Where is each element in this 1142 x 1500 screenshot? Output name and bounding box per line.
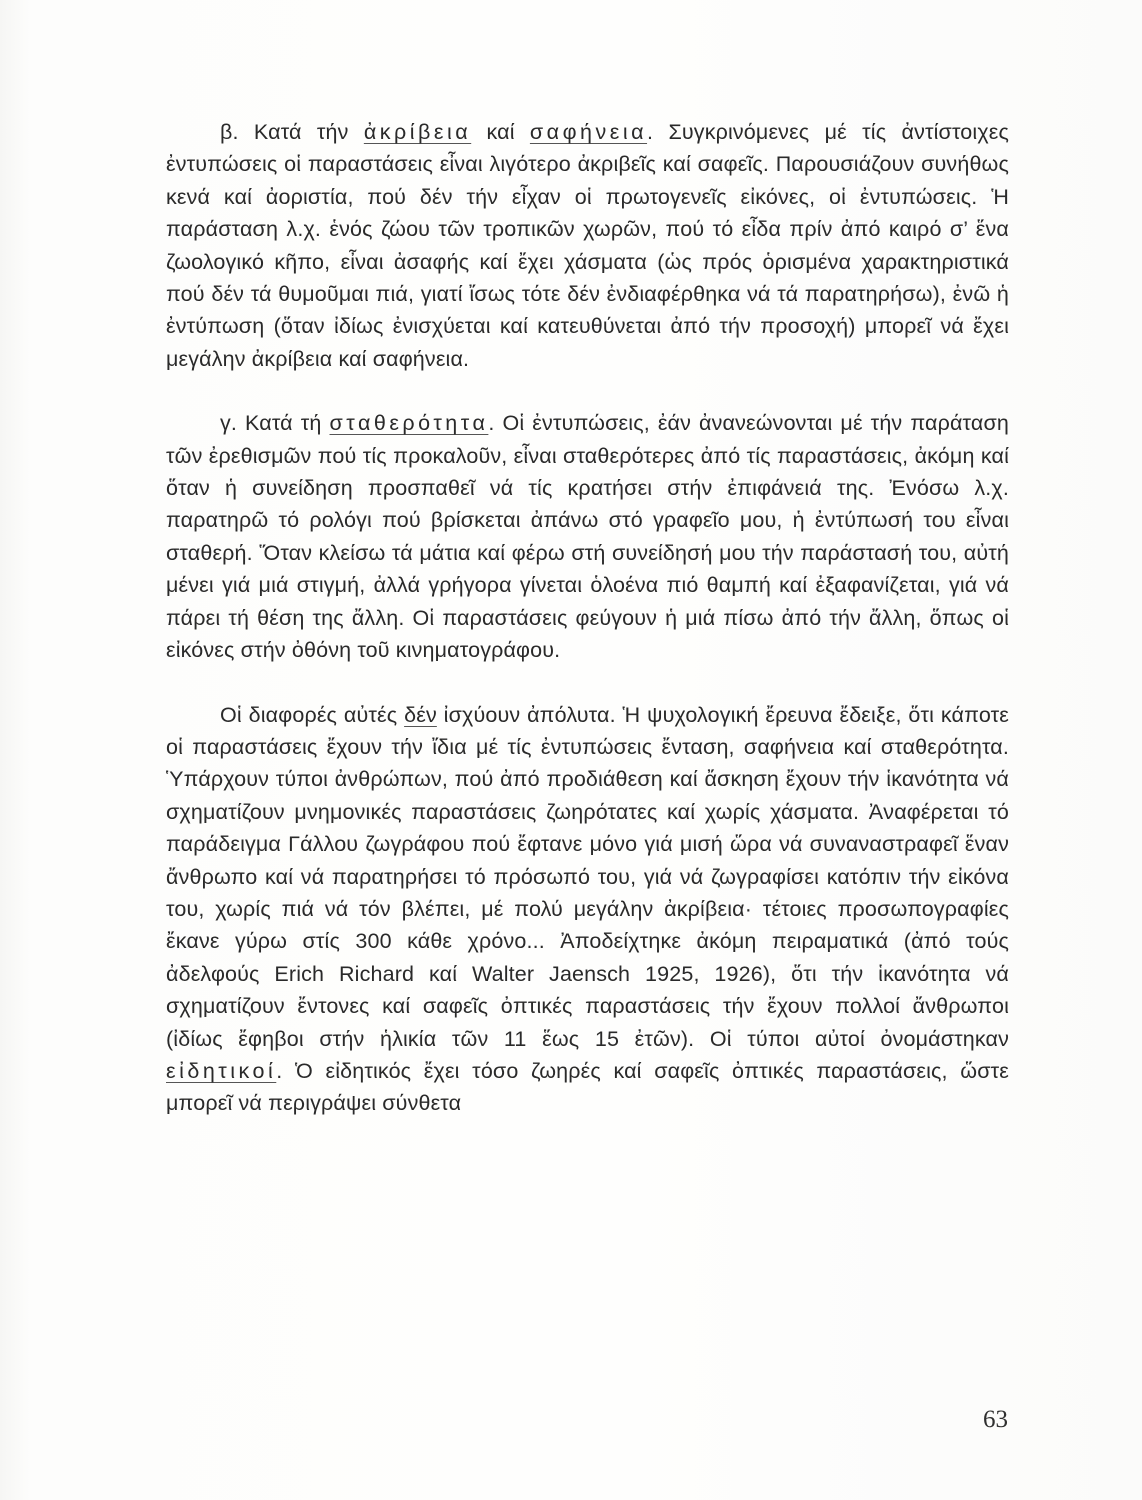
paragraph-beta-conjunction: καί bbox=[471, 120, 530, 144]
term-eidetikoi: εἰδητικοί bbox=[166, 1058, 277, 1083]
term-den: δέν bbox=[404, 702, 437, 727]
paragraph-differences-intro: Οἱ διαφορές αὐτές bbox=[220, 702, 405, 727]
paragraph-gamma bbox=[166, 407, 1009, 666]
paragraph-gap bbox=[166, 375, 1009, 407]
term-statherotita: σταθερότητα bbox=[329, 411, 489, 436]
paragraph-beta bbox=[166, 116, 1009, 375]
paragraph-beta-intro: β. Κατά τήν bbox=[220, 120, 364, 144]
term-akriveia: ἀκρίβεια bbox=[363, 120, 472, 144]
paragraph-differences-text-a: ἰσχύουν ἀπόλυτα. Ἡ ψυχολογική ἔρευνα ἔδειξε, ὅτι κάποτε οἱ παραστάσεις ἔχουν τήν ἴδια μέ τίς ἐντυπώσεις ἔνταση, σαφήνεια καί σταθερότητα. Ὑπάρχουν τύποι ἀνθρώπων, πού ἀπό προδιάθεση καί ἄσκηση ἔχουν τήν ἱκανότητα νά σχηματίζουν μνημονικές παραστάσεις ζωηρότατες καί χωρίς χάσματα. Ἀναφέρεται τό παράδειγμα Γάλλου ζωγράφου πού ἔφτανε μόνο γιά μισή ὥρα νά συναναστραφεῖ ἕναν ἄνθρωπο καί νά παρατηρήσει τό πρόσωπό του, γιά νά ζωγραφίσει κατόπιν τήν εἰκόνα του, χωρίς πιά νά τόν βλέπει, μέ πολύ μεγάλην ἀκρίβεια· τέτοιες προσωπογραφίες ἔκανε γύρω στίς 300 κάθε χρόνο... Ἀποδείχτηκε ἀκόμη πειραματικά (ἀπό τούς ἀδελφούς Erich Richard καί Walter Jaensch 1925, 1926), ὅτι τήν ἱκανότητα νά σχηματίζουν ἔντονες καί σαφεῖς ὀπτικές παραστάσεις τήν ἔχουν πολλοί ἄνθρωποι (ἰδίως ἔφηβοι στήν ἡλικία τῶν 11 ἕως 15 ἐτῶν). Οἱ τύποι αὐτοί ὀνομάστηκαν bbox=[166, 702, 1009, 1051]
paragraph-gamma-text: . Οἱ ἐντυπώσεις, ἐάν ἀνανεώνονται μέ τήν παράταση τῶν ἐρεθισμῶν πού τίς προκαλοῦν, εἶναι σταθερότερες ἀπό τίς παραστάσεις, ἀκόμη καί ὅταν ἡ συνείδηση προσπαθεῖ νά τίς κρατήσει στήν ἐπιφάνειά της. Ἐνόσω λ.χ. παρατηρῶ τό ρολόγι πού βρίσκεται ἀπάνω στό γραφεῖο μου, ἡ ἐντύπωσή του εἶναι σταθερή. Ὅταν κλείσω τά μάτια καί φέρω στή συνείδησή μου τήν παράστασή του, αὐτή μένει γιά μιά στιγμή, ἀλλά γρήγορα γίνεται ὁλοένα πιό θαμπή καί ἐξαφανίζεται, γιά νά πάρει τή θέση της ἄλλη. Οἱ παραστάσεις φεύγουν ἡ μιά πίσω ἀπό τήν ἄλλη, ὅπως οἱ εἰκόνες στήν ὀθόνη τοῦ κινηματογράφου. bbox=[166, 411, 1009, 663]
paragraph-differences-text-b: . Ὁ εἰδητικός ἔχει τόσο ζωηρές καί σαφεῖς ὀπτικές παραστάσεις, ὥστε μπορεῖ νά περιγράψει σύνθετα bbox=[166, 1058, 1009, 1116]
paragraph-beta-text: . Συγκρινόμενες μέ τίς ἀντίστοιχες ἐντυπώσεις οἱ παραστάσεις εἶναι λιγότερο ἀκριβεῖς καί σαφεῖς. Παρουσιάζουν συνήθως κενά καί ἀοριστία, πού δέν τήν εἶχαν οἱ πρωτογενεῖς εἰκόνες, οἱ ἐντυπώσεις. Ἡ παράσταση λ.χ. ἑνός ζώου τῶν τροπικῶν χωρῶν, πού τό εἶδα πρίν ἀπό καιρό σ’ ἕνα ζωολογικό κῆπο, εἶναι ἀσαφής καί ἔχει χάσματα (ὡς πρός ὁρισμένα χαρακτηριστικά πού δέν τά θυμοῦμαι πιά, γιατί ἴσως τότε δέν ἐνδιαφέρθηκα νά τά παρατηρήσω), ἐνῶ ἡ ἐντύπωση (ὅταν ἰδίως ἐνισχύεται καί κατευθύνεται ἀπό τήν προσοχή) μπορεῖ νά ἔχει μεγάλην ἀκρίβεια καί σαφήνεια. bbox=[166, 120, 1010, 371]
paragraph-differences bbox=[166, 699, 1009, 1120]
paragraph-gamma-intro: γ. Κατά τή bbox=[220, 411, 330, 436]
body-text bbox=[166, 116, 1009, 1120]
paragraph-gap bbox=[166, 667, 1009, 699]
page-number: 63 bbox=[983, 1406, 1008, 1433]
term-safineia: σαφήνεια bbox=[529, 120, 648, 144]
